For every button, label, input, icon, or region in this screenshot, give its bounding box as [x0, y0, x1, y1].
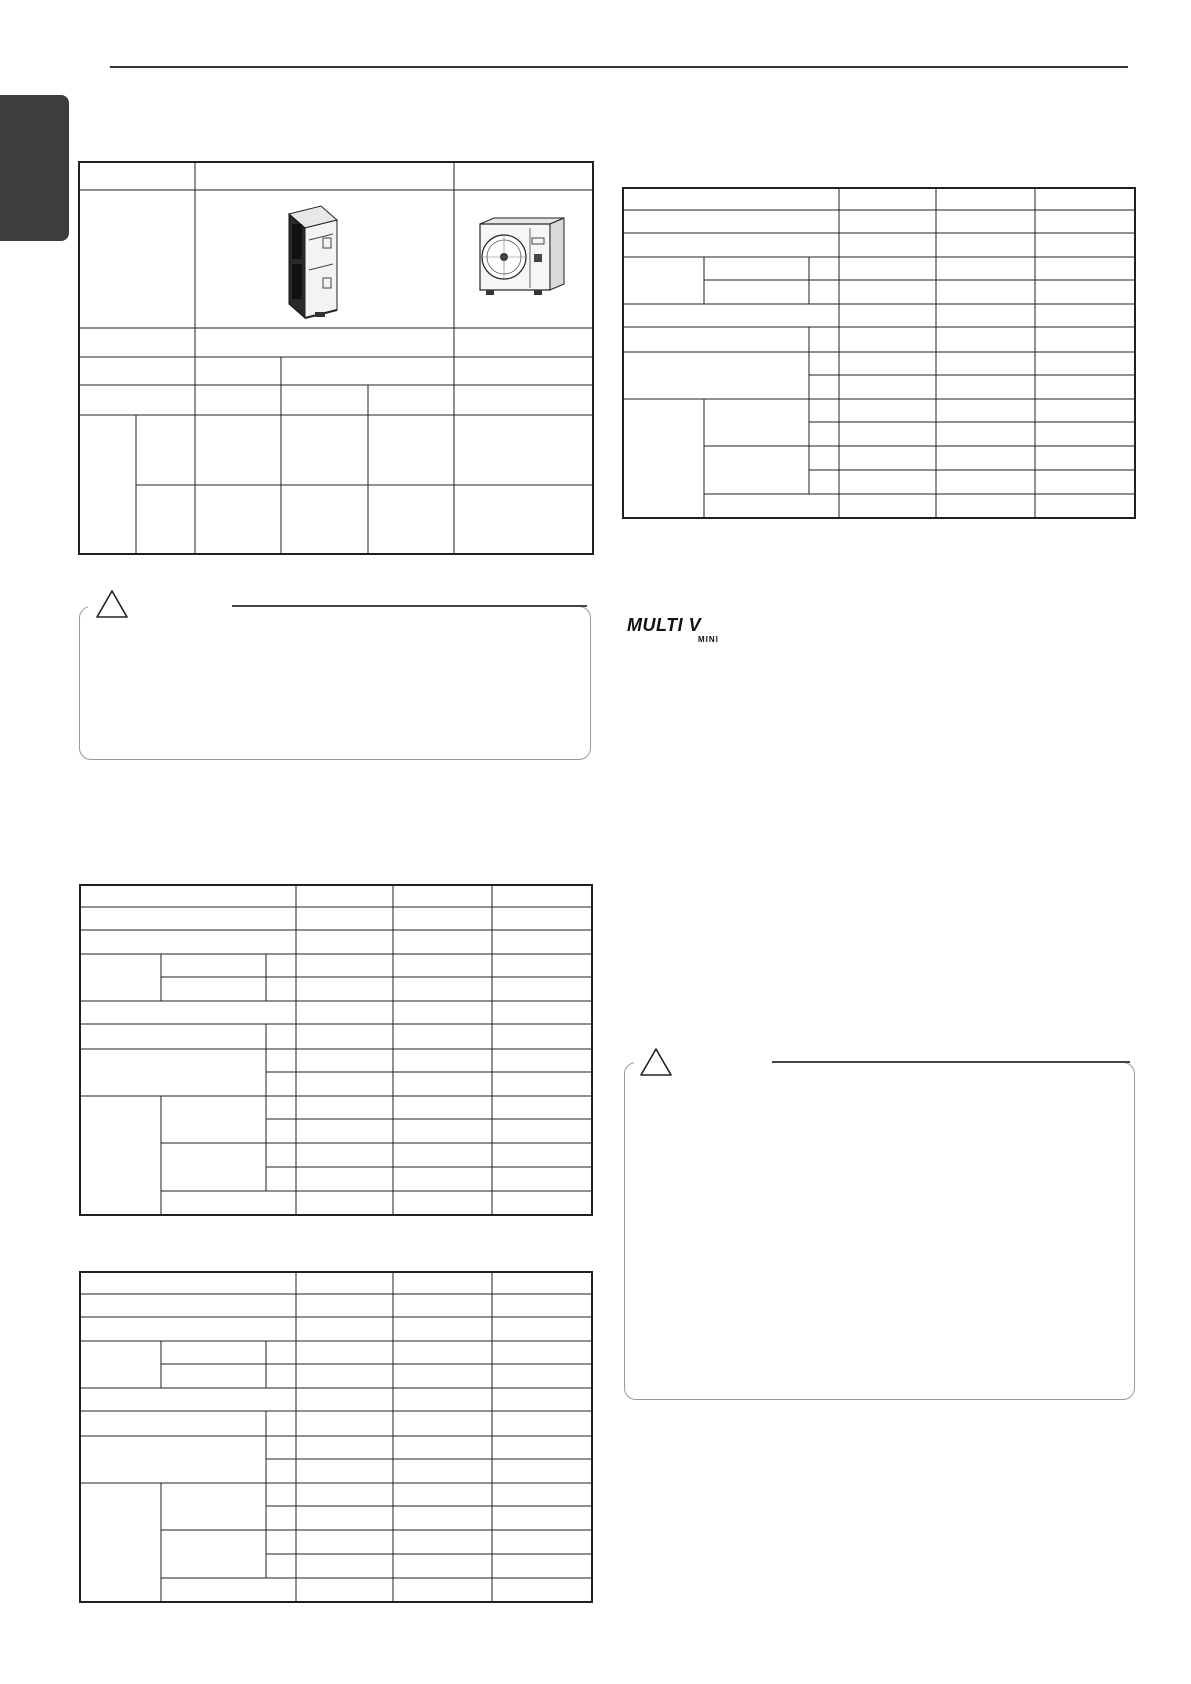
- spec-table-left-2: [80, 1272, 592, 1602]
- notice-box-bottom: [624, 1062, 1135, 1400]
- outdoor-unit-large-image: [285, 200, 370, 327]
- notice-box-top: [79, 606, 591, 760]
- logo-brand: MULTI V: [627, 615, 702, 635]
- warning-triangle-icon: [95, 589, 129, 619]
- side-language-tab: [0, 95, 69, 241]
- spec-table-right: [623, 188, 1135, 518]
- warning-triangle-icon: [639, 1047, 673, 1077]
- outdoor-unit-small-image: [474, 214, 570, 299]
- logo-sub: MINI: [698, 635, 719, 644]
- header-rule: [110, 66, 1128, 68]
- multi-v-mini-logo: [627, 615, 737, 651]
- spec-table-left-1: [80, 885, 592, 1215]
